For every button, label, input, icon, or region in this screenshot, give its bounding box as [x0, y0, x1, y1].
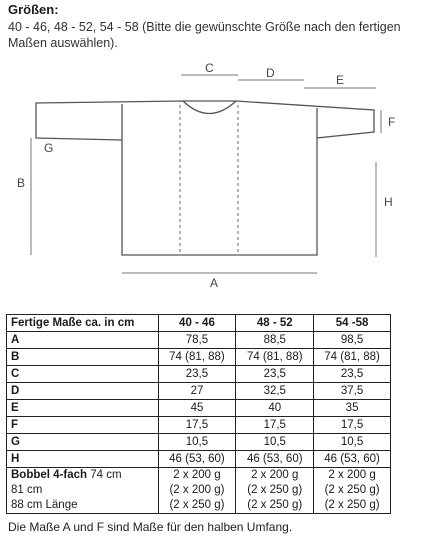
yarn-name: Bobbel 4-fach — [11, 469, 88, 481]
row-label: G — [7, 434, 159, 451]
table-cell: 17,5 — [314, 417, 391, 434]
yarn-length-1: 74 cm — [87, 469, 122, 481]
table-cell: 46 (53, 60) — [236, 451, 314, 468]
diagram-label-b: B — [17, 176, 26, 190]
diagram-label-c: C — [205, 61, 214, 75]
yarn-amount: 2 x 200 g — [173, 469, 221, 481]
table-row — [7, 417, 391, 434]
yarn-row — [7, 468, 391, 514]
yarn-amount: 2 x 200 g — [251, 469, 299, 481]
table-cell: 23,5 — [236, 366, 314, 383]
yarn-cell — [158, 468, 236, 514]
table-header-row — [7, 315, 391, 332]
yarn-label-cell — [7, 468, 159, 514]
table-cell: 17,5 — [236, 417, 314, 434]
table-row — [7, 451, 391, 468]
table-cell: 10,5 — [158, 434, 236, 451]
yarn-amount: (2 x 250 g) — [247, 484, 303, 496]
garment-schematic — [0, 56, 444, 296]
table-cell: 10,5 — [236, 434, 314, 451]
table-cell: 23,5 — [158, 366, 236, 383]
yarn-amount: (2 x 250 g) — [247, 499, 303, 511]
table-header-cell: 48 - 52 — [236, 315, 314, 332]
table-cell: 35 — [314, 400, 391, 417]
footnote: Die Maße A und F sind Maße für den halben Umfang. — [8, 520, 293, 534]
table-row — [7, 332, 391, 349]
yarn-cell — [314, 468, 391, 514]
table-cell: 45 — [158, 400, 236, 417]
yarn-amount: (2 x 250 g) — [324, 499, 380, 511]
diagram-label-h: H — [384, 195, 393, 209]
row-label: D — [7, 383, 159, 400]
diagram-label-d: D — [266, 66, 275, 80]
size-intro-text: 40 - 46, 48 - 52, 54 - 58 (Bitte die gewünschte Größe nach den fertigen Maßen auswählen). — [8, 20, 401, 50]
table-header-cell: 54 -58 — [314, 315, 391, 332]
table-row — [7, 349, 391, 366]
table-header-cell: Fertige Maße ca. in cm — [7, 315, 159, 332]
table-cell: 74 (81, 88) — [158, 349, 236, 366]
table-row — [7, 383, 391, 400]
table-cell: 98,5 — [314, 332, 391, 349]
yarn-amount: (2 x 250 g) — [324, 484, 380, 496]
row-label: A — [7, 332, 159, 349]
table-cell: 46 (53, 60) — [158, 451, 236, 468]
row-label: E — [7, 400, 159, 417]
yarn-amount: 2 x 200 g — [328, 469, 376, 481]
yarn-length-2: 81 cm — [11, 484, 43, 496]
table-header-cell: 40 - 46 — [158, 315, 236, 332]
yarn-amount: (2 x 200 g) — [169, 484, 225, 496]
size-table — [6, 314, 391, 514]
table-row — [7, 400, 391, 417]
row-label: C — [7, 366, 159, 383]
diagram-label-a: A — [210, 276, 219, 290]
row-label: H — [7, 451, 159, 468]
garment-outline — [36, 101, 374, 255]
yarn-amount: (2 x 250 g) — [169, 499, 225, 511]
table-cell: 40 — [236, 400, 314, 417]
diagram-label-g: G — [44, 141, 54, 155]
section-heading: Größen: — [8, 2, 59, 17]
table-cell: 17,5 — [158, 417, 236, 434]
table-cell: 46 (53, 60) — [314, 451, 391, 468]
table-cell: 23,5 — [314, 366, 391, 383]
table-cell: 74 (81, 88) — [314, 349, 391, 366]
table-cell: 88,5 — [236, 332, 314, 349]
row-label: B — [7, 349, 159, 366]
diagram-label-e: E — [336, 73, 345, 87]
table-cell: 37,5 — [314, 383, 391, 400]
row-label: F — [7, 417, 159, 434]
table-row — [7, 366, 391, 383]
table-cell: 74 (81, 88) — [236, 349, 314, 366]
diagram-label-f: F — [388, 115, 396, 129]
table-row — [7, 434, 391, 451]
yarn-cell — [236, 468, 314, 514]
table-cell: 27 — [158, 383, 236, 400]
table-cell: 32,5 — [236, 383, 314, 400]
yarn-length-3: 88 cm Länge — [11, 499, 78, 511]
table-cell: 78,5 — [158, 332, 236, 349]
table-cell: 10,5 — [314, 434, 391, 451]
